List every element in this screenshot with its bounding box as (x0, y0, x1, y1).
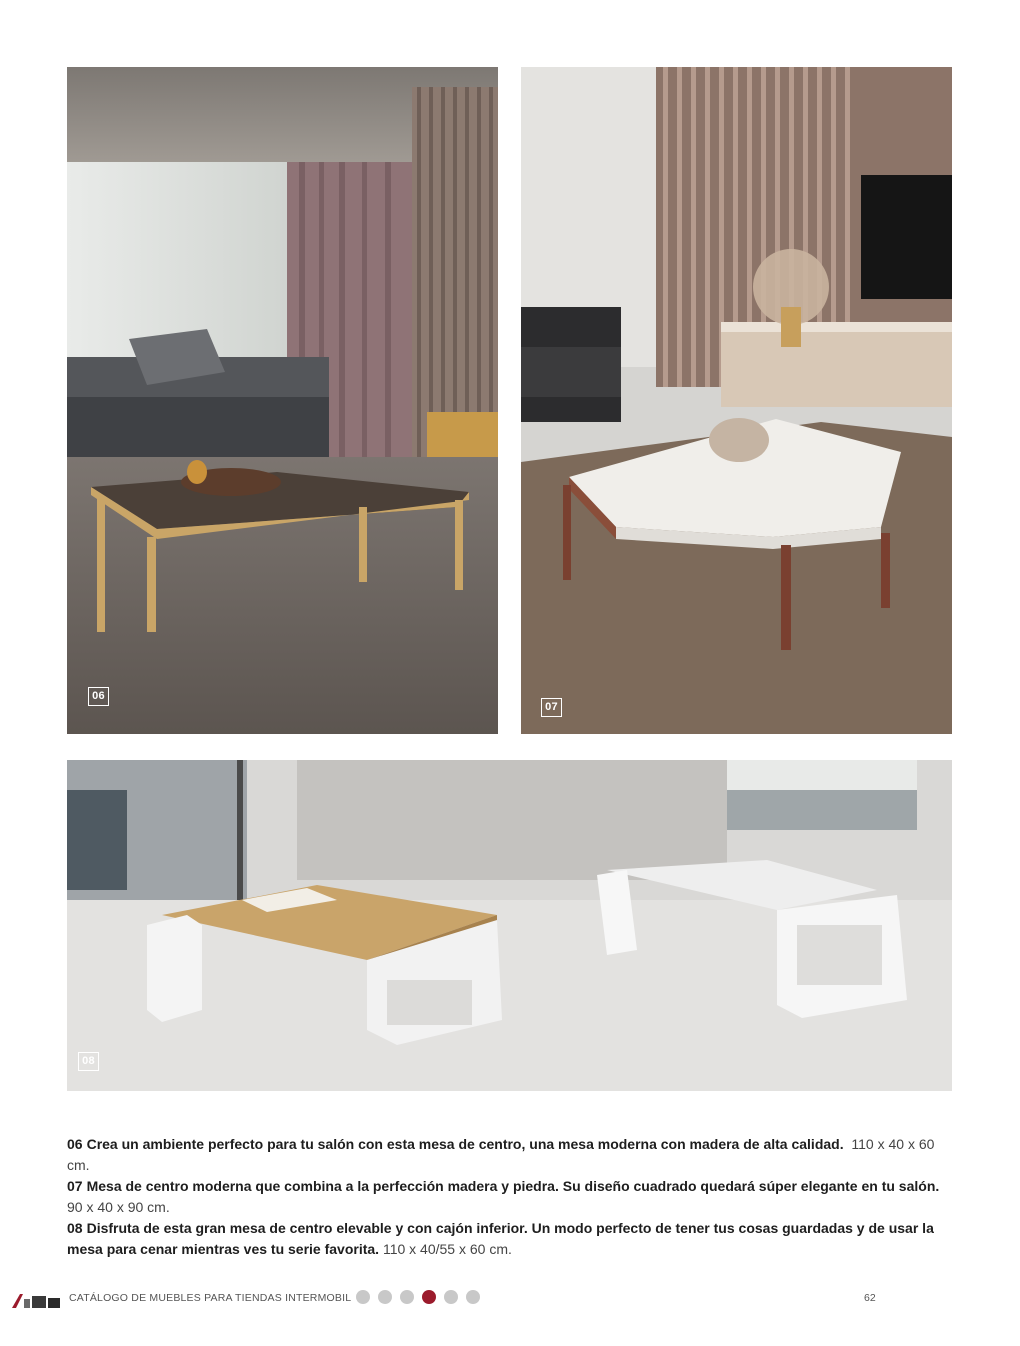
page-dot[interactable] (378, 1290, 392, 1304)
caption-07 (67, 1176, 957, 1218)
catalog-title: CATÁLOGO DE MUEBLES PARA TIENDAS INTERMOBIL (69, 1292, 352, 1304)
page-dots (356, 1290, 480, 1304)
page-dot[interactable] (444, 1290, 458, 1304)
caption-dimensions: 110 x 40/55 x 60 cm. (382, 1241, 512, 1257)
caption-08 (67, 1218, 957, 1260)
caption-number: 07 (67, 1178, 83, 1194)
caption-number: 08 (67, 1220, 83, 1236)
caption-text: Mesa de centro moderna que combina a la perfección madera y piedra. Su diseño cuadrado quedará súper elegante en tu salón. (86, 1178, 940, 1194)
page-dot[interactable] (466, 1290, 480, 1304)
page-number: 62 (864, 1292, 876, 1304)
caption-dimensions: 90 x 40 x 90 cm. (67, 1199, 170, 1215)
page-footer (0, 1284, 1020, 1314)
caption-text: Crea un ambiente perfecto para tu salón con esta mesa de centro, una mesa moderna con madera de alta calidad. (86, 1136, 844, 1152)
caption-text: Disfruta de esta gran mesa de centro elevable y con cajón inferior. Un modo perfecto de tener tus cosas guardadas y de usar la mesa para cenar mientras ves tu serie favorita. (67, 1220, 934, 1257)
caption-dimensions: 110 x 40 x 60 cm. (67, 1136, 935, 1173)
photo-badge: 06 (88, 687, 109, 706)
photo-08-lift-top-coffee-table (67, 760, 952, 1091)
photo-06-coffee-table-stone-top (67, 67, 498, 734)
photo-badge: 08 (78, 1052, 99, 1071)
page-dot-active[interactable] (422, 1290, 436, 1304)
photo-badge: 07 (541, 698, 562, 717)
page-dot[interactable] (400, 1290, 414, 1304)
brand-logo-icon (10, 1290, 62, 1310)
page-dot[interactable] (356, 1290, 370, 1304)
caption-number: 06 (67, 1136, 83, 1152)
product-captions (67, 1134, 957, 1260)
caption-06 (67, 1134, 957, 1176)
photo-07-square-coffee-table-marble (521, 67, 952, 734)
